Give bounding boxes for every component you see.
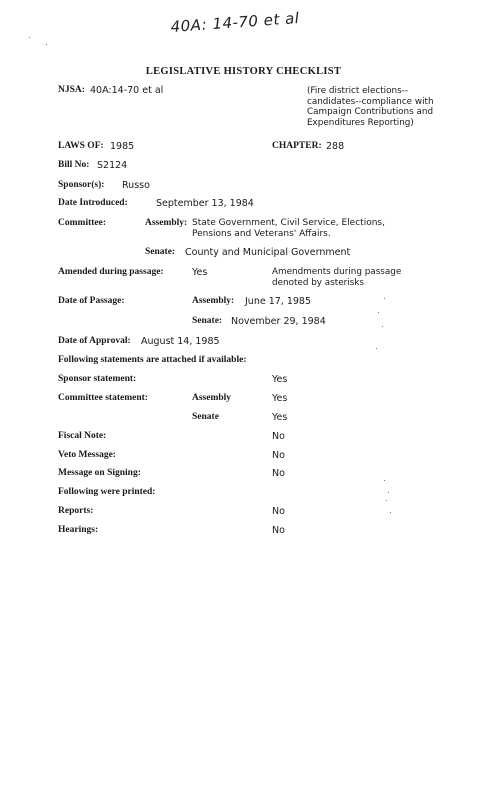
chapter-label: CHAPTER: — [272, 141, 322, 151]
attached-heading: Following statements are attached if available: — [58, 355, 247, 365]
chapter-value: 288 — [326, 141, 345, 152]
veto-message-label: Veto Message: — [58, 450, 116, 460]
bill-no-value: S2124 — [97, 160, 128, 171]
passage-assembly-value: June 17, 1985 — [245, 296, 312, 307]
approval-value: August 14, 1985 — [141, 336, 220, 347]
passage-label: Date of Passage: — [58, 296, 125, 306]
committee-statement-senate-label: Senate — [192, 412, 219, 422]
committee-label: Committee: — [58, 218, 107, 228]
committee-statement-label: Committee statement: — [58, 393, 148, 403]
signing-message-value: No — [272, 468, 285, 479]
committee-statement-assembly-label: Assembly — [192, 393, 232, 403]
committee-assembly-value: State Government, Civil Service, Elections, Pensions and Veterans' Affairs. — [192, 218, 385, 239]
veto-message-value: No — [272, 450, 285, 461]
passage-senate-label: Senate: — [192, 316, 223, 326]
passage-senate-value: November 29, 1984 — [231, 316, 326, 327]
passage-assembly-label: Assembly: — [192, 296, 235, 306]
njsa-value: 40A:14-70 et al — [90, 85, 164, 96]
committee-senate-label: Senate: — [145, 247, 176, 257]
page-title: LEGISLATIVE HISTORY CHECKLIST — [145, 66, 342, 77]
amended-note: Amendments during passage denoted by asterisks — [272, 267, 402, 288]
subject-note: (Fire district elections-- candidates--compliance with Campaign Contributions and Expenditures Reporting) — [307, 86, 434, 128]
committee-statement-senate-value: Yes — [272, 412, 288, 423]
fiscal-note-value: No — [272, 431, 285, 442]
handwritten-reference: 40A: 14-70 et al — [170, 8, 300, 36]
njsa-label: NJSA: — [58, 85, 85, 95]
laws-of-label: LAWS OF: — [58, 141, 104, 151]
reports-label: Reports: — [58, 506, 94, 516]
sponsors-label: Sponsor(s): — [58, 180, 105, 190]
sponsors-value: Russo — [122, 180, 150, 191]
amended-value: Yes — [192, 267, 208, 278]
signing-message-label: Message on Signing: — [58, 468, 141, 478]
bill-no-label: Bill No: — [58, 160, 90, 170]
sponsor-statement-value: Yes — [272, 374, 288, 385]
fiscal-note-label: Fiscal Note: — [58, 431, 107, 441]
approval-label: Date of Approval: — [58, 336, 131, 346]
committee-statement-assembly-value: Yes — [272, 393, 288, 404]
date-introduced-value: September 13, 1984 — [156, 198, 254, 209]
hearings-value: No — [272, 525, 285, 536]
committee-assembly-label: Assembly: — [145, 218, 188, 228]
printed-heading: Following were printed: — [58, 487, 156, 497]
hearings-label: Hearings: — [58, 525, 99, 535]
amended-label: Amended during passage: — [58, 267, 164, 277]
reports-value: No — [272, 506, 285, 517]
date-introduced-label: Date Introduced: — [58, 198, 128, 208]
committee-senate-value: County and Municipal Government — [185, 247, 351, 258]
laws-of-value: 1985 — [110, 141, 135, 152]
sponsor-statement-label: Sponsor statement: — [58, 374, 137, 384]
